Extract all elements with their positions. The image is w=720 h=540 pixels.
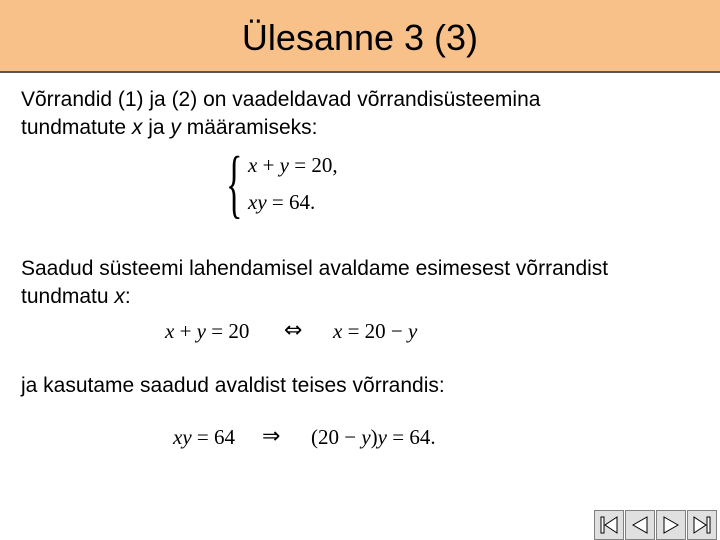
next-slide-icon <box>660 514 682 536</box>
slide-title: Ülesanne 3 (3) <box>241 16 479 58</box>
first-slide-button[interactable] <box>594 510 624 540</box>
equation-row-2-lhs: xy = 64 <box>173 425 235 449</box>
intro-text-3: ja <box>142 116 171 139</box>
equivalence-arrow-icon: ⇔ <box>284 318 303 343</box>
second-text-2: tundmatu <box>21 285 115 308</box>
second-paragraph <box>21 255 711 311</box>
next-slide-button[interactable] <box>656 510 686 540</box>
second-var-x: x <box>114 285 125 308</box>
second-text-1: Saadud süsteemi lahendamisel avaldame esimesest võrrandist <box>21 257 609 280</box>
third-paragraph: ja kasutame saadud avaldist teises võrrandis: <box>21 374 445 397</box>
intro-text-4: määramiseks: <box>180 116 318 139</box>
intro-var-x: x <box>131 116 143 139</box>
intro-var-y: y <box>170 116 181 139</box>
implies-arrow-icon: ⇒ <box>262 424 281 449</box>
slide-navigation <box>594 510 720 540</box>
system-brace: { <box>226 142 243 226</box>
equation-row-1-rhs: x = 20 − y <box>333 319 418 343</box>
last-slide-button[interactable] <box>687 510 717 540</box>
equation-row-2-rhs: (20 − y)y = 64. <box>311 425 436 449</box>
previous-slide-button[interactable] <box>625 510 655 540</box>
intro-paragraph <box>21 86 711 142</box>
last-slide-icon <box>691 514 713 536</box>
system-equation-2: xy = 64. <box>248 190 316 214</box>
system-equation-1: x + y = 20, <box>248 153 338 177</box>
previous-slide-icon <box>629 514 651 536</box>
intro-text-2: tundmatute <box>21 116 132 139</box>
equation-row-1-lhs: x + y = 20 <box>165 319 250 343</box>
second-text-3: : <box>124 285 131 308</box>
intro-text-1: Võrrandid (1) ja (2) on vaadeldavad võrrandisüsteemina <box>21 88 541 111</box>
title-bar <box>0 0 720 73</box>
first-slide-icon <box>598 514 620 536</box>
